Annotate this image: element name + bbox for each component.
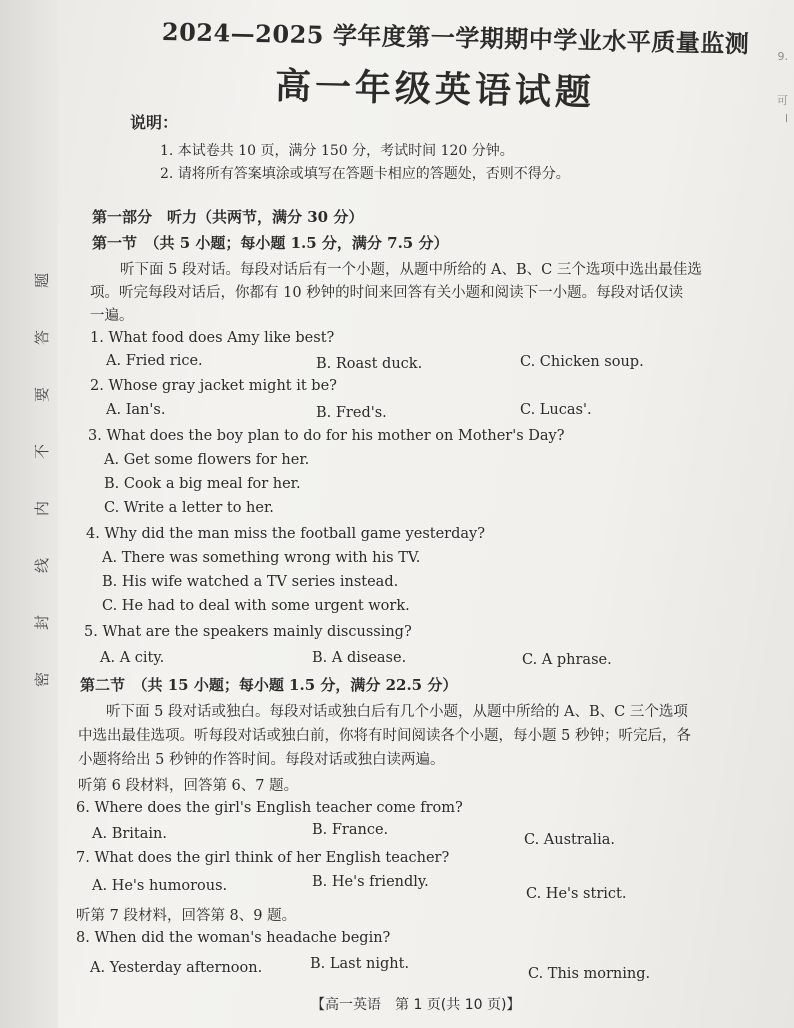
seal-char: 要 — [33, 386, 52, 403]
answer-option: C. Chicken soup. — [520, 354, 644, 370]
question-stem: 2. Whose gray jacket might it be? — [90, 378, 337, 394]
answer-option: C. A phrase. — [522, 652, 612, 668]
answer-option: A. There was something wrong with his TV. — [102, 550, 421, 566]
question-stem: 6. Where does the girl's English teacher come from? — [76, 800, 463, 816]
section-one-instructions: 听下面 5 段对话。每段对话后有一个小题，从题中所给的 A、B、C 三个选项中选出最佳选 — [120, 262, 702, 278]
material-instruction: 听第 6 段材料，回答第 6、7 题。 — [78, 778, 299, 794]
answer-option: B. His wife watched a TV series instead. — [102, 574, 399, 590]
question-stem: 1. What food does Amy like best? — [90, 330, 335, 346]
seal-char: 封 — [33, 614, 52, 631]
answer-option: B. Fred's. — [316, 405, 387, 421]
answer-option: B. Roast duck. — [316, 356, 423, 372]
binding-margin — [0, 0, 58, 1028]
answer-option: A. Yesterday afternoon. — [90, 960, 263, 976]
note-item: 1. 本试卷共 10 页，满分 150 分，考试时间 120 分钟。 — [160, 143, 514, 159]
question-stem: 4. Why did the man miss the football game yesterday? — [86, 526, 486, 542]
answer-option: C. Write a letter to her. — [104, 500, 274, 516]
section-two-heading: 第二节 （共 15 小题；每小题 1.5 分，满分 22.5 分） — [80, 676, 458, 694]
section-one-instructions: 项。听完每段对话后，你都有 10 秒钟的时间来回答有关小题和阅读下一小题。每段对话仅读 — [90, 285, 684, 301]
answer-option: B. A disease. — [312, 650, 407, 666]
answer-option: C. Lucas'. — [520, 402, 592, 418]
question-stem: 5. What are the speakers mainly discussing? — [84, 624, 412, 640]
material-instruction: 听第 7 段材料，回答第 8、9 题。 — [76, 908, 297, 924]
section-two-instructions: 中选出最佳选项。听每段对话或独白前，你将有时间阅读各个小题，每小题 5 秒钟；听完后，各 — [78, 728, 691, 744]
seal-char: 不 — [33, 443, 52, 460]
answer-option: B. Last night. — [310, 956, 410, 972]
note-item: 2. 请将所有答案填涂或填写在答题卡相应的答题处，否则不得分。 — [160, 166, 570, 182]
exam-year-line: 2024—2025 学年度第一学期期中学业水平质量监测 — [161, 17, 750, 59]
section-one-instructions: 一遍。 — [90, 308, 134, 324]
next-page-bleed-text: 可 — [777, 94, 788, 107]
exam-title: 高一年级英语试题 — [274, 65, 596, 114]
answer-option: A. Britain. — [92, 826, 167, 842]
answer-option: A. Get some flowers for her. — [104, 452, 310, 468]
seal-char: 答 — [33, 329, 52, 346]
question-stem: 7. What does the girl think of her English teacher? — [76, 850, 450, 866]
seal-line-notice — [30, 270, 54, 690]
question-stem: 3. What does the boy plan to do for his mother on Mother's Day? — [88, 428, 565, 444]
seal-char: 密 — [33, 671, 52, 688]
answer-option: A. Fried rice. — [106, 353, 203, 369]
section-one-heading: 第一节 （共 5 小题；每小题 1.5 分，满分 7.5 分） — [92, 234, 449, 252]
page-footer: 【高一英语 第 1 页(共 10 页)】 — [311, 997, 521, 1013]
seal-char: 题 — [33, 272, 52, 289]
question-stem: 8. When did the woman's headache begin? — [76, 930, 391, 946]
answer-option: C. This morning. — [528, 966, 651, 982]
section-two-instructions: 听下面 5 段对话或独白。每段对话或独白后有几个小题，从题中所给的 A、B、C 三个选项 — [106, 704, 688, 720]
next-page-bleed-text: l — [784, 112, 788, 125]
answer-option: C. Australia. — [524, 832, 615, 848]
answer-option: B. Cook a big meal for her. — [104, 476, 301, 492]
answer-option: A. He's humorous. — [92, 878, 228, 894]
answer-option: A. Ian's. — [106, 402, 166, 418]
seal-char: 线 — [33, 557, 52, 574]
answer-option: A. A city. — [100, 650, 165, 666]
answer-option: B. He's friendly. — [312, 874, 429, 890]
answer-option: C. He's strict. — [526, 886, 627, 902]
answer-option: C. He had to deal with some urgent work. — [102, 598, 410, 614]
next-page-bleed-text: 9. — [777, 50, 788, 63]
seal-char: 内 — [33, 500, 52, 517]
section-two-instructions: 小题将给出 5 秒钟的作答时间。每段对话或独白读两遍。 — [78, 752, 445, 768]
notes-heading: 说明： — [130, 113, 179, 132]
answer-option: B. France. — [312, 822, 389, 838]
part-one-heading: 第一部分 听力（共两节，满分 30 分） — [92, 208, 364, 226]
